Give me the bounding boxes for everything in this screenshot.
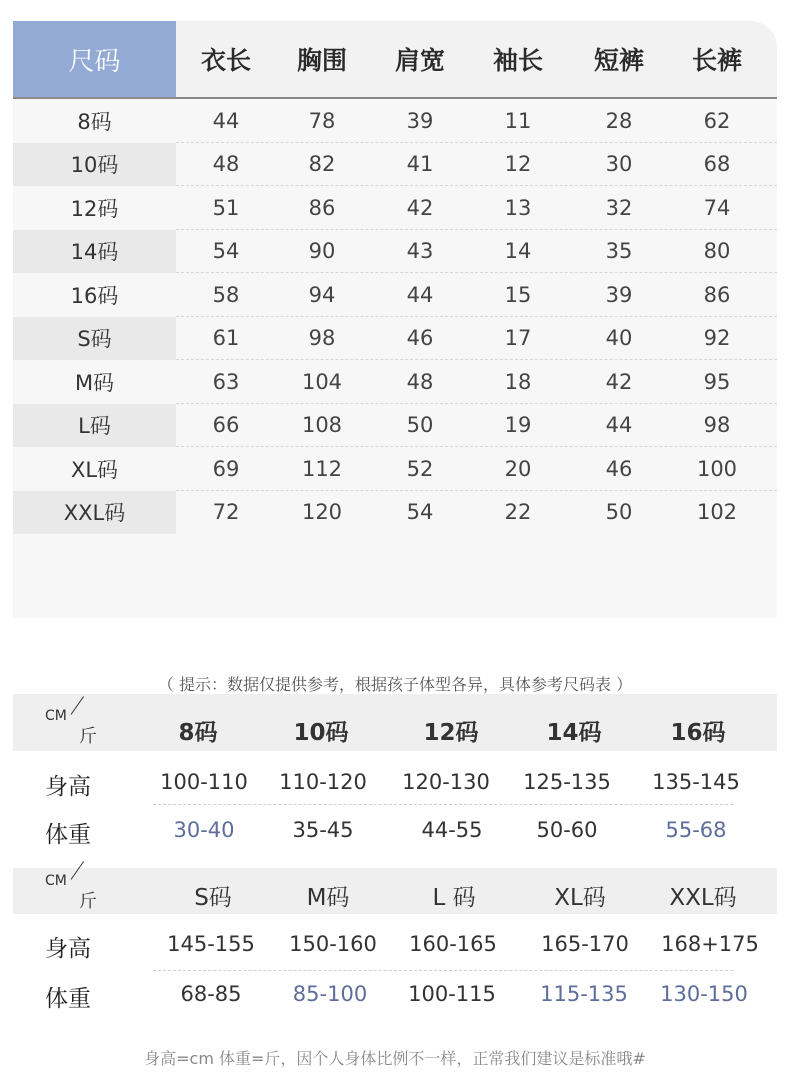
hw1-size: 14码: [546, 720, 602, 746]
measurement-cell: 13: [504, 195, 532, 220]
measurement-cell: 108: [301, 413, 343, 438]
measurement-cell: 100: [696, 456, 738, 481]
size-chart-header: [13, 21, 777, 99]
table-row: [13, 491, 777, 535]
measurement-cell: 82: [308, 152, 336, 177]
size-chart-note: （ 提示：数据仅提供参考，根据孩子体型各异，具体参考尺码表 ）: [157, 675, 633, 694]
measurement-cell: 112: [301, 456, 343, 481]
size-cell: L码: [13, 404, 176, 448]
measurement-cell: 98: [703, 413, 731, 438]
measurement-cell: 86: [703, 282, 731, 307]
size-cell: 10码: [13, 143, 176, 187]
hw2-height-label: 身高: [45, 936, 91, 962]
measurement-cell: 80: [703, 239, 731, 264]
hw2-height: 150-160: [289, 932, 377, 956]
hw2-divider: [153, 970, 733, 971]
measurement-cell: 98: [308, 326, 336, 351]
measurement-cell: 54: [406, 500, 434, 525]
header-shorts: 短裤: [593, 46, 644, 75]
hw2-weight-label: 体重: [45, 986, 91, 1012]
table-row: [13, 99, 777, 143]
hw2-height: 160-165: [409, 932, 497, 956]
measurement-cell: 90: [308, 239, 336, 264]
hw2-weight: 115-135: [540, 982, 628, 1006]
measurement-cell: 32: [605, 195, 633, 220]
measurement-cell: 92: [703, 326, 731, 351]
table-row: [13, 447, 777, 491]
measurement-cell: 20: [504, 456, 532, 481]
header-shoulder: 肩宽: [394, 46, 445, 75]
hw2-height: 145-155: [167, 932, 255, 956]
measurement-cell: 50: [605, 500, 633, 525]
measurement-cell: 44: [406, 282, 434, 307]
measurement-cell: 40: [605, 326, 633, 351]
measurement-cell: 11: [504, 108, 532, 133]
size-chart-body: [13, 99, 777, 694]
measurement-cell: 48: [406, 369, 434, 394]
measurement-cell: 58: [212, 282, 240, 307]
measurement-cell: 46: [406, 326, 434, 351]
hw-table-2-unit: [45, 873, 105, 919]
size-cell: S码: [13, 317, 176, 361]
footnote: 身高=cm 体重=斤，因个人身体比例不一样，正常我们建议是标准哦#: [144, 1049, 646, 1068]
table-row: [13, 360, 777, 404]
measurement-cell: 17: [504, 326, 532, 351]
unit-jin: 斤: [79, 891, 97, 912]
hw2-height: 165-170: [541, 932, 629, 956]
measurement-cell: 50: [406, 413, 434, 438]
table-row: [13, 230, 777, 274]
hw1-divider: [153, 804, 733, 805]
measurement-cell: 15: [504, 282, 532, 307]
size-cell: XXL码: [13, 491, 176, 535]
measurement-cell: 39: [605, 282, 633, 307]
measurement-cell: 78: [308, 108, 336, 133]
measurement-cell: 44: [605, 413, 633, 438]
header-trousers: 长裤: [691, 46, 742, 75]
measurement-cell: 68: [703, 152, 731, 177]
measurement-cell: 52: [406, 456, 434, 481]
hw1-size: 16码: [670, 720, 726, 746]
hw1-height: 100-110: [160, 770, 248, 794]
hw1-weight: 55-68: [665, 818, 727, 842]
hw1-weight: 35-45: [292, 818, 354, 842]
hw1-weight: 30-40: [173, 818, 235, 842]
hw2-size: XXL码: [669, 885, 737, 911]
hw1-weight: 50-60: [536, 818, 598, 842]
measurement-cell: 104: [301, 369, 343, 394]
header-size-cell: 尺码: [13, 21, 176, 97]
measurement-cell: 22: [504, 500, 532, 525]
size-cell: M码: [74, 370, 115, 395]
size-cell: 14码: [13, 230, 176, 274]
size-cell: 12码: [70, 196, 119, 221]
hw2-weight: 100-115: [408, 982, 496, 1006]
measurement-cell: 102: [696, 500, 738, 525]
hw1-weight: 44-55: [421, 818, 483, 842]
table-row: [13, 273, 777, 317]
hw1-height: 135-145: [652, 770, 740, 794]
hw2-size: S码: [194, 885, 232, 911]
measurement-cell: 44: [212, 108, 240, 133]
hw1-size: 12码: [423, 720, 479, 746]
hw2-weight: 130-150: [660, 982, 748, 1006]
header-length: 衣长: [200, 46, 251, 75]
unit-jin: 斤: [79, 726, 97, 747]
measurement-cell: 51: [212, 195, 240, 220]
unit-cm: CM: [45, 873, 67, 889]
hw1-weight-label: 体重: [45, 822, 91, 848]
hw2-size: M码: [306, 885, 350, 911]
measurement-cell: 74: [703, 195, 731, 220]
size-cell: XL码: [70, 457, 119, 482]
measurement-cell: 42: [406, 195, 434, 220]
header-sleeve: 袖长: [492, 46, 543, 75]
unit-cm: CM: [45, 708, 67, 724]
measurement-cell: 72: [212, 500, 240, 525]
hw2-weight: 68-85: [180, 982, 242, 1006]
hw1-height: 120-130: [402, 770, 490, 794]
measurement-cell: 94: [308, 282, 336, 307]
size-chart-card: [13, 21, 777, 694]
measurement-cell: 28: [605, 108, 633, 133]
table-row: [13, 404, 777, 448]
hw2-weight: 85-100: [292, 982, 368, 1006]
hw1-size: 10码: [293, 720, 349, 746]
measurement-cell: 62: [703, 108, 731, 133]
measurement-cell: 120: [301, 500, 343, 525]
hw2-size: XL码: [554, 885, 606, 911]
measurement-cell: 86: [308, 195, 336, 220]
hw1-height: 125-135: [523, 770, 611, 794]
hw2-height: 168+175: [661, 932, 759, 956]
measurement-cell: 43: [406, 239, 434, 264]
measurement-cell: 18: [504, 369, 532, 394]
size-cell: 8码: [77, 109, 112, 134]
measurement-cell: 42: [605, 369, 633, 394]
measurement-cell: 46: [605, 456, 633, 481]
measurement-cell: 61: [212, 326, 240, 351]
size-cell: 16码: [70, 283, 119, 308]
table-row: [13, 143, 777, 187]
header-chest: 胸围: [296, 46, 347, 75]
hw1-height-label: 身高: [45, 774, 91, 800]
measurement-cell: 39: [406, 108, 434, 133]
measurement-cell: 54: [212, 239, 240, 264]
measurement-cell: 30: [605, 152, 633, 177]
measurement-cell: 41: [406, 152, 434, 177]
hw1-size: 8码: [178, 720, 218, 746]
hw2-size: L 码: [432, 885, 476, 911]
measurement-cell: 48: [212, 152, 240, 177]
measurement-cell: 12: [504, 152, 532, 177]
measurement-cell: 14: [504, 239, 532, 264]
measurement-cell: 69: [212, 456, 240, 481]
table-row: [13, 186, 777, 230]
hw-table-1-unit: [45, 708, 105, 754]
measurement-cell: 66: [212, 413, 240, 438]
hw1-height: 110-120: [279, 770, 367, 794]
measurement-cell: 35: [605, 239, 633, 264]
table-row: [13, 317, 777, 361]
measurement-cell: 63: [212, 369, 240, 394]
measurement-cell: 19: [504, 413, 532, 438]
measurement-cell: 95: [703, 369, 731, 394]
